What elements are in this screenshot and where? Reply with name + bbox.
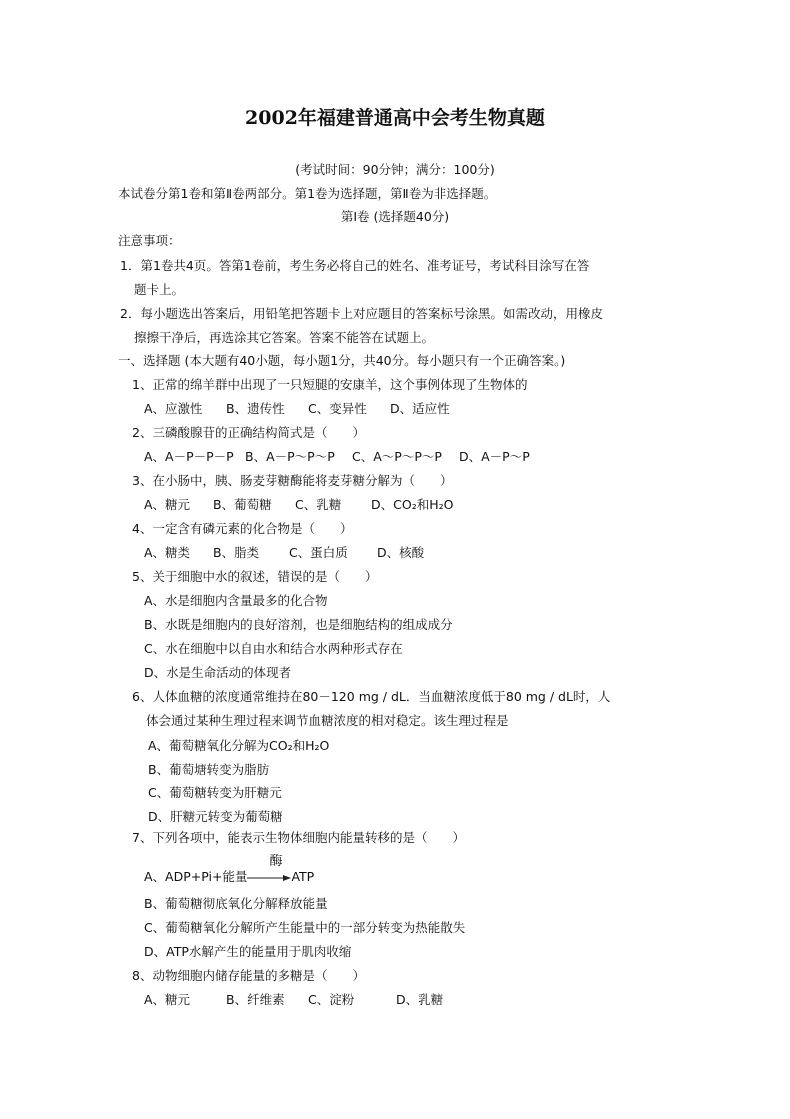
reaction-arrow-icon xyxy=(247,853,307,886)
option-b: B、葡萄糖彻底氧化分解释放能量 xyxy=(144,896,328,911)
note-2: 2．每小题选出答案后，用铅笔把答题卡上对应题目的答案标号涂黑。如需改动，用橡皮 xyxy=(120,306,603,321)
option-d: D、A－P～P xyxy=(459,449,530,464)
option-b: B、脂类 xyxy=(213,545,260,560)
option-d: D、CO₂和H₂O xyxy=(371,497,454,512)
notes-heading: 注意事项： xyxy=(118,233,181,248)
option-b: B、A－P～P～P xyxy=(245,449,335,464)
option-d: D、适应性 xyxy=(390,401,450,416)
section1-heading: 一、选择题 (本大题有40小题，每小题1分，共40分。每小题只有一个正确答案。) xyxy=(118,353,566,368)
option-c: C、蛋白质 xyxy=(289,545,348,560)
option-b: B、水既是细胞内的良好溶剂，也是细胞结构的组成成分 xyxy=(144,617,453,632)
option-c: C、水在细胞中以自由水和结合水两种形式存在 xyxy=(144,641,403,656)
option-b: B、纤维素 xyxy=(226,992,285,1007)
reaction-product: ATP xyxy=(291,869,315,884)
option-a: A、糖元 xyxy=(144,497,191,512)
option-d: D、水是生命活动的体现者 xyxy=(144,665,292,680)
option-a: A、水是细胞内含量最多的化合物 xyxy=(144,593,328,608)
option-c: C、乳糖 xyxy=(295,497,342,512)
note-1-cont: 题卡上。 xyxy=(134,282,185,297)
enzyme-label: 酶 xyxy=(269,853,283,869)
question-8-stem: 8、动物细胞内储存能量的多糖是（ ） xyxy=(132,968,365,983)
option-b: B、葡萄糖 xyxy=(213,497,272,512)
question-5-stem: 5、关于细胞中水的叙述，错误的是（ ） xyxy=(132,569,378,584)
option-a: A、糖元 xyxy=(144,992,191,1007)
option-d: D、核酸 xyxy=(377,545,425,560)
option-d: D、ATP水解产生的能量用于肌肉收缩 xyxy=(144,944,352,959)
question-6-stem: 6、人体血糖的浓度通常维持在80－120 mg / dL．当血糖浓度低于80 mg / dL时，人 xyxy=(132,689,611,704)
option-a: A、葡萄糖氧化分解为CO₂和H₂O xyxy=(148,738,330,753)
page-title: 2002年福建普通高中会考生物真题 xyxy=(245,107,545,129)
exam-info: (考试时间：90分钟；满分：100分) xyxy=(295,162,495,177)
reaction-reactants: A、ADP+Pi+能量 xyxy=(144,869,248,884)
option-c: C、A～P～P～P xyxy=(352,449,442,464)
option-b: B、遗传性 xyxy=(226,401,285,416)
part1-heading: 第Ⅰ卷 (选择题40分) xyxy=(340,209,450,224)
question-7-stem: 7、下列各项中，能表示生物体细胞内能量转移的是（ ） xyxy=(132,830,465,845)
question-4-stem: 4、一定含有磷元素的化合物是（ ） xyxy=(132,521,353,536)
option-a: A、糖类 xyxy=(144,545,191,560)
option-a: A、A－P－P－P xyxy=(144,449,234,464)
option-d: D、乳糖 xyxy=(396,992,444,1007)
option-a: A、应激性 xyxy=(144,401,203,416)
question-2-stem: 2、三磷酸腺苷的正确结构简式是（ ） xyxy=(132,425,365,440)
option-c: C、淀粉 xyxy=(308,992,355,1007)
option-d: D、肝糖元转变为葡萄糖 xyxy=(148,809,283,824)
note-1: 1．第1卷共4页。答第1卷前，考生务必将自己的姓名、准考证号，考试科目涂写在答 xyxy=(120,258,590,273)
note-2-cont: 擦擦干净后，再选涂其它答案。答案不能答在试题上。 xyxy=(134,330,435,345)
question-3-stem: 3、在小肠中，胰、肠麦芽糖酶能将麦芽糖分解为（ ） xyxy=(132,473,453,488)
question-1-stem: 1、正常的绵羊群中出现了一只短腿的安康羊，这个事例体现了生物体的 xyxy=(132,377,528,392)
option-b: B、葡萄塘转变为脂肪 xyxy=(148,762,270,777)
question-6-stem-cont: 体会通过某种生理过程来调节血糖浓度的相对稳定。该生理过程是 xyxy=(146,713,509,728)
option-a xyxy=(144,853,315,886)
intro-text: 本试卷分第1卷和第Ⅱ卷两部分。第1卷为选择题，第Ⅱ卷为非选择题。 xyxy=(118,186,497,201)
option-c: C、葡萄糖转变为肝糖元 xyxy=(148,785,282,800)
option-c: C、葡萄糖氧化分解所产生能量中的一部分转变为热能散失 xyxy=(144,920,466,935)
option-c: C、变异性 xyxy=(308,401,367,416)
